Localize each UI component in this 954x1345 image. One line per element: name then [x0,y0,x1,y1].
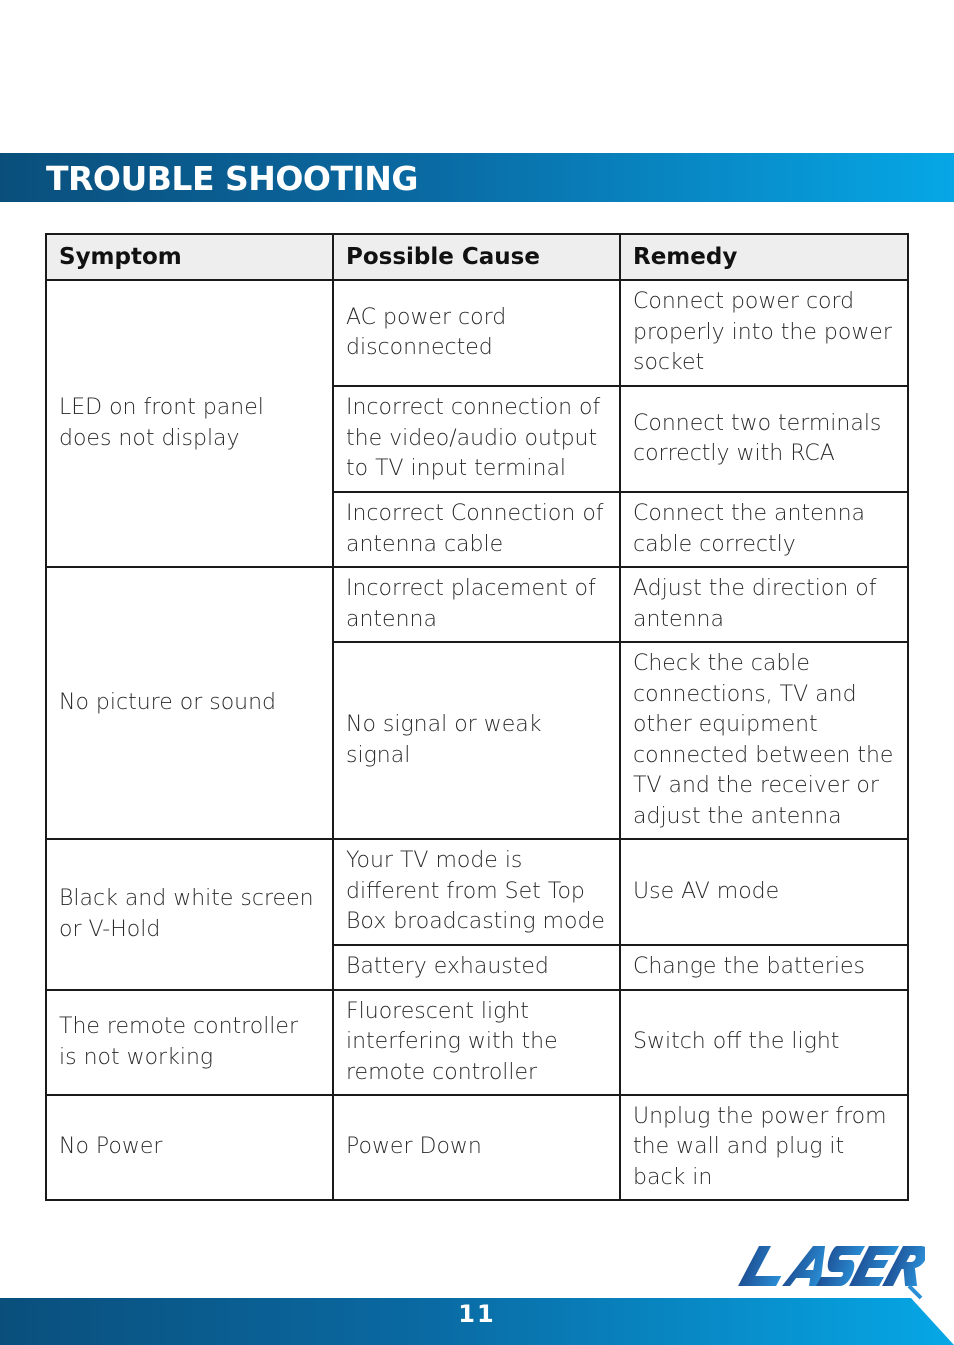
cause-cell: Your TV mode is different from Set Top Box broadcasting mode [333,839,620,945]
remedy-cell: Connect the antenna cable correctly [620,492,908,567]
cause-cell: Incorrect placement of antenna [333,567,620,642]
cause-cell: Battery exhausted [333,945,620,990]
symptom-cell: LED on front panel does not display [46,280,333,567]
cause-cell: Incorrect connection of the video/audio output to TV input terminal [333,386,620,492]
cause-cell: Fluorescent light interfering with the remote controller [333,990,620,1095]
cause-cell: AC power cord disconnected [333,280,620,386]
table-row [46,280,908,386]
section-header-bar [0,153,954,202]
troubleshooting-table [45,233,909,1201]
cause-cell: Incorrect Connection of antenna cable [333,492,620,567]
column-header-remedy: Remedy [620,234,908,280]
remedy-cell: Use AV mode [620,839,908,945]
cause-cell: Power Down [333,1095,620,1200]
laser-logo [733,1240,925,1300]
table-row [46,1095,908,1200]
cause-cell: No signal or weak signal [333,642,620,839]
remedy-cell: Connect power cord properly into the power socket [620,280,908,386]
symptom-cell: No picture or sound [46,567,333,839]
column-header-cause: Possible Cause [333,234,620,280]
table-row [46,990,908,1095]
remedy-cell: Change the batteries [620,945,908,990]
page-number: 11 [458,1300,496,1328]
remedy-cell: Check the cable connections, TV and other equipment connected between the TV and the receiver or adjust the antenna [620,642,908,839]
remedy-cell: Switch off the light [620,990,908,1095]
symptom-cell: No Power [46,1095,333,1200]
remedy-cell: Unplug the power from the wall and plug it back in [620,1095,908,1200]
table-row [46,567,908,642]
section-title: TROUBLE SHOOTING [46,159,418,198]
symptom-cell: The remote controller is not working [46,990,333,1095]
remedy-cell: Connect two terminals correctly with RCA [620,386,908,492]
column-header-symptom: Symptom [46,234,333,280]
table-header-row [46,234,908,280]
table-row [46,839,908,945]
symptom-cell: Black and white screen or V-Hold [46,839,333,990]
remedy-cell: Adjust the direction of antenna [620,567,908,642]
